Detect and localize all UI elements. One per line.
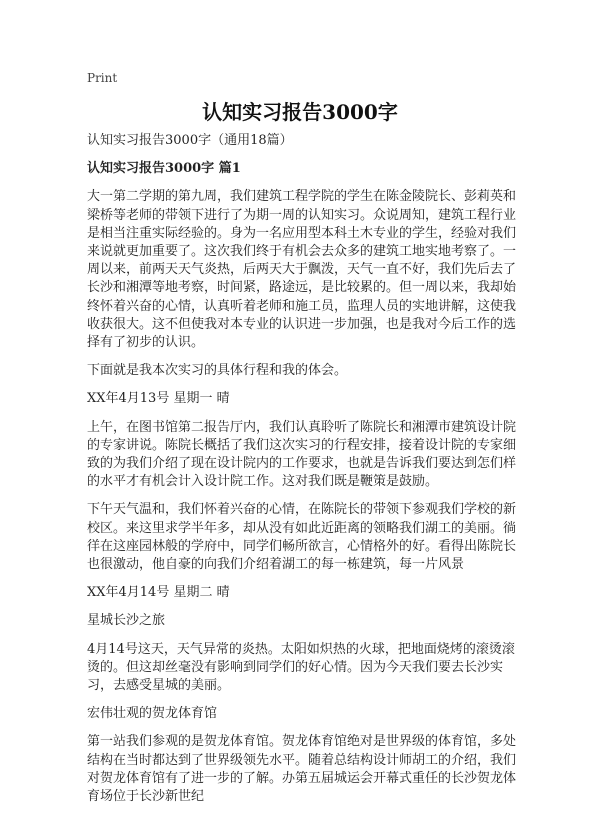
paragraph-5: 4月14号这天，天气异常的炎热。太阳如炽热的火球，把地面烧烤的滚烫滚烫的。但这却丝毫没有影响到同学们的好心情。因为今天我们要去长沙实习，去感受星城的美丽。 bbox=[87, 641, 515, 694]
print-label: Print bbox=[87, 71, 118, 85]
paragraph-4: 下午天气温和，我们怀着兴奋的心情，在陈院长的带领下参观我们学校的新校区。来这里求学半年多，却从没有如此近距离的领略我们湖工的美丽。徜徉在这座园林般的学府中，同学们畅所欲言，心情格外的好。看得出陈院长也很激动，他自豪的向我们介绍着湖工的每一栋建筑，每一片风景 bbox=[87, 502, 517, 573]
paragraph-3: 上午，在图书馆第二报告厅内，我们认真聆听了陈院长和湘潭市建筑设计院的专家讲说。陈院长概括了我们这次实习的行程安排，接着设计院的专家细致的为我们介绍了现在设计院内的工作要求，也就是告诉我们要达到怎们样的水平才有机会计入设计院工作。这对我们既是鞭策是鼓励。 bbox=[87, 419, 517, 490]
document-body bbox=[87, 132, 517, 816]
paragraph-2: 下面就是我本次实习的具体行程和我的体会。 bbox=[87, 363, 348, 379]
paragraph-1: 大一第二学期的第九周，我们建筑工程学院的学生在陈金陵院长、彭莉英和梁桥等老师的带领下进行了为期一周的认知实习。众说周知，建筑工程行业是相当注重实际经验的。身为一名应用型本科土木专业的学生，经验对我们来说就更加重要了。这次我们终于有机会去众多的建筑工地实地考察了。一周以来，前两天天气炎热，后两天大于飘泼，天气一直不好，我们先后去了长沙和湘潭等地考察，时间紧，路途远，是比较累的。但一周以来，我却始终怀着兴奋的心情，认真听着老师和施工员，监理人员的实地讲解，这使我收获很大。这不但使我对本专业的认识进一步加强，也是我对今后工作的选择有了初步的认识。 bbox=[87, 189, 517, 351]
document-title: 认知实习报告3000字 bbox=[202, 100, 398, 124]
date-line-1: XX年4月13号 星期一 晴 bbox=[87, 391, 230, 407]
subheading-helong: 宏伟壮观的贺龙体育馆 bbox=[87, 706, 218, 722]
paragraph-6: 第一站我们参观的是贺龙体育馆。贺龙体育馆绝对是世界级的体育馆，多处结构在当时都达到了世界级领先水平。随着总结构设计师胡工的介绍，我们对贺龙体育馆有了进一步的了解。办第五届城运会开幕式重任的长沙贺龙体育场位于长沙新世纪 bbox=[87, 734, 517, 805]
date-line-2: XX年4月14号 星期二 晴 bbox=[87, 585, 230, 601]
document-subtitle: 认知实习报告3000字（通用18篇） bbox=[87, 133, 293, 148]
section-heading: 认知实习报告3000字 篇1 bbox=[87, 161, 241, 177]
subheading-changsha: 星城长沙之旅 bbox=[87, 613, 166, 629]
